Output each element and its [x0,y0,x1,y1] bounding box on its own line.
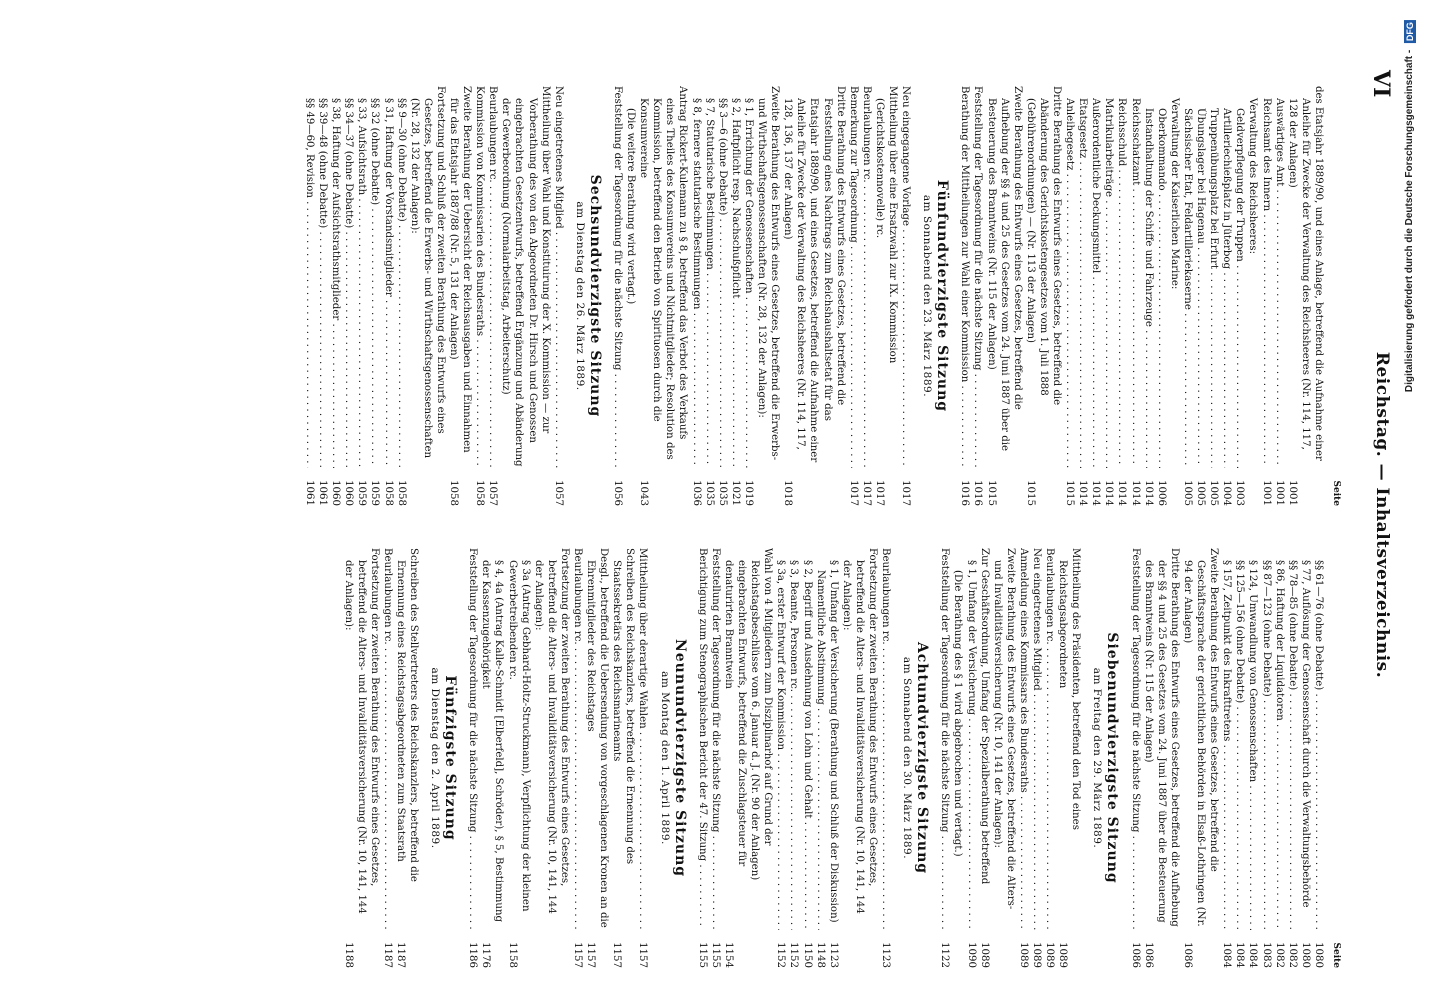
toc-entry [1063,86,1076,506]
toc-entry-page: 1089 [1057,942,1069,968]
toc-entry-page: 1001 [1260,480,1272,506]
toc-entry-page: 1157 [572,942,584,968]
toc-entry-text: Truppenübungsplatz bei Erfurt . . . [1207,86,1220,468]
toc-entry [394,548,420,968]
toc-entry-text: Mittheilung über eine Ersatzwahl zur IX. Kommission (Gerichtskostennovelle) rc. [873,86,898,364]
session-date: am Montag den 1. April 1889. [658,671,671,845]
toc-entry-text: Anleihegesetz . . . [1063,86,1076,468]
toc-entry-text: §§ 32 (ohne Debatte) . . . [368,86,381,468]
toc-entry-text: § 1, Errichtung der Genossenschaften . . . [742,86,755,468]
toc-entry [571,548,584,968]
session-heading [1090,548,1121,968]
toc-entry-text: Fortsetzung und Schluß der zweiten Berathung des Entwurfs eines Gesetzes, betreffend die Erwerbs- und Wirthschaftsgenossenschaften (Nr. 28, 132 der Anlagen): [408,86,446,459]
toc-entry-page: 1061 [317,480,329,506]
toc-entry-text: Verwaltung des Reichsheeres: [1247,98,1259,254]
toc-entry [899,86,912,506]
toc-entry [1142,548,1181,968]
toc-entry-text: Matrikularbeiträge . . . [1102,86,1115,468]
toc-entry-text: Feststellung der Tagesordnung für die nächste Sitzung . . . [971,86,984,468]
session-title: Fünfundvierzigste Sitzung [934,179,951,413]
toc-entry-page: 1083 [1260,942,1272,968]
toc-entry-page: 1004 [1221,480,1233,506]
toc-entry-text: Etatsgesetz . . . [1076,86,1089,468]
toc-entry-page: 1058 [448,480,459,506]
toc-entry [1246,86,1259,506]
toc-entry [787,548,800,968]
toc-block [611,86,912,506]
toc-entry [1259,86,1272,506]
toc-entry [703,86,716,506]
session-title: Sechsundvierzigste Sitzung [586,174,603,418]
toc-entry-page: 1019 [742,480,754,506]
toc-block [938,548,1082,968]
toc-entry [814,548,827,968]
toc-entry-page: 1001 [1273,480,1285,506]
toc-entry-page: 1176 [480,942,492,968]
dfg-logo: DFG [1405,22,1415,41]
toc-block [341,548,420,968]
toc-entry-text: § 77, Auflösung der Genossenschaft durch die Verwaltungsbehörde [1299,560,1311,908]
toc-entry-page: 1154 [722,942,734,968]
toc-entry-text: Schreiben des Reichskanzlers, betreffend die Ernennung des Staatssekretärs des Reichsmarineamts [611,548,636,865]
toc-entry [847,86,860,506]
toc-entry-text: Schreiben des Stellvertreters des Reichskanzlers, betreffend die Ernennung eines Reichstagsabgeordneten zum Staatsrath [394,548,419,882]
toc-entry [355,86,368,506]
toc-entry-page: 1014 [1090,480,1102,506]
toc-entry [479,548,505,968]
toc-entry-text: Zweite Berathung des Entwurfs eines Gesetzes, betreffend die Alters- und Invaliditätsversicherung (Nr. 10, 141 der Anlagen): [991,548,1016,910]
toc-entry-text: des Etatsjahr 1889/90, und eines Anlage, betreffend die Aufnahme einer Anleihe für Zwecke der Verwaltung des Reichsheeres (Nr. 114, 117, 128 der Anlagen) [1286,86,1324,461]
toc-entry-page: 1061 [303,480,315,506]
toc-entry-page: 1188 [342,942,354,968]
toc-entry-page: 1150 [801,942,813,968]
toc-entry-page: 1080 [1312,942,1324,968]
toc-entry-page: 1021 [729,480,741,506]
toc-entry-text: (Die Berathung des § 1 wird abgebrochen und vertagt.) [952,570,964,857]
toc-entry-page: 1043 [638,480,650,506]
toc-entry-page: 1157 [611,942,623,968]
toc-entry-text: §§ 34—37 (ohne Debatte) . . . [342,86,355,468]
toc-entry-page: 1017 [847,480,859,506]
toc-entry [1194,86,1207,506]
toc-entry [709,548,722,968]
toc-entry-text: Feststellung der Tagesordnung für die nächste Sitzung . . . [1129,548,1142,930]
toc-entry-text: § 7, Statutarische Bestimmungen . . . [703,86,716,468]
toc-entry-page: 1005 [1195,480,1207,506]
toc-entry [611,86,624,506]
toc-entry-page: 1082 [1273,942,1285,968]
toc-entry [958,86,971,506]
toc-entry-page: 1016 [972,480,984,506]
toc-entry [840,548,879,968]
toc-entry-text: § 3a, erster Entwurf der Kommission . . . [774,548,787,930]
toc-entry-text: Geldverpflegung der Truppen . . . [1233,86,1246,468]
toc-entry-page: 1005 [1208,480,1220,506]
toc-entry [447,86,473,506]
toc-entry-text: Zweite Berathung der Uebersicht der Reichsausgaben und Einnahmen für das Etatsjahr 1887/88 (Nr. 5, 131 der Anlagen) [448,86,473,453]
toc-entry-page: 1015 [1024,480,1036,506]
toc-entry [381,548,394,968]
toc-entry-page: 1001 [1286,480,1298,506]
toc-entry [1220,86,1233,506]
toc-entry-page: 1035 [716,480,728,506]
toc-entry [1207,86,1220,506]
toc-entry [1259,548,1272,968]
toc-entry [1286,86,1325,506]
toc-entry-text: §§ 78—85 (ohne Debatte) . . . [1286,548,1299,930]
toc-entry [1089,86,1102,506]
toc-entry-text: Reichsschatzamt . . . [1129,86,1142,468]
toc-entry-text: Übungslager bei Hagenau . . . [1194,86,1207,468]
toc-entry [879,548,892,968]
toc-entry-page: 1035 [703,480,715,506]
toc-entry-page: 1086 [1129,942,1141,968]
toc-entry [466,548,479,968]
toc-entry [1142,86,1155,506]
toc-entry-text: Zweite Berathung des Entwurfs eines Gesetzes, betreffend die Erwerbs- und Wirthschaftsgenossenschaften (Nr. 28, 132 der Anlagen): [756,86,781,461]
toc-entry [951,548,964,968]
toc-entry-text: Beurlaubungen rc. . . . [381,548,394,930]
toc-entry [1129,548,1142,968]
toc-entry [1168,86,1181,506]
toc-entry-text: § 38, Haftung der Aufsichtsrathsmitglieder . . . [329,86,342,468]
session-date: am Dienstag den 26. März 1889. [573,201,586,391]
toc-entry [381,86,394,506]
credit-text: Digitalisierung gefördert durch die Deutsche Forschungsgemeinschaft - [1404,49,1415,393]
session-heading [428,548,459,968]
toc-entry-page: 1187 [394,942,406,968]
toc-entry-page: 1060 [330,480,342,506]
toc-entry [971,86,984,506]
toc-entry-text: Verwaltung der Kaiserlichen Marine: [1168,98,1180,290]
toc-entry [716,86,729,506]
toc-entry-text: Artilleriechießplatz in Jüterbog . . . [1220,86,1233,468]
toc-entry-text: Namentliche Abstimmung . . . [814,548,827,930]
toc-entry-page: 1155 [709,942,721,968]
toc-entry-page: 1155 [696,942,708,968]
toc-entry [395,86,408,506]
toc-entry-page: 1057 [487,480,499,506]
toc-entry [978,548,991,968]
toc-entry [341,548,380,968]
session-title: Achtundvierzigste Sitzung [914,641,931,875]
toc-entry [1273,548,1286,968]
toc-entry-page: 1186 [467,942,479,968]
toc-entry [1233,86,1246,506]
digitization-credit [1404,20,1416,392]
toc-block [958,86,1325,506]
toc-entry-text: Zur Geschäftsordnung, Umfang der Spezialberathung betreffend [978,548,990,885]
toc-entry-page: 1006 [1155,480,1167,506]
toc-entry [742,86,755,506]
page-header [1364,70,1394,960]
toc-entry [873,86,899,506]
toc-entry [1273,86,1286,506]
toc-entry-page: 1016 [959,480,971,506]
toc-entry [1030,548,1043,968]
toc-entry-text: §§ 87—123 (ohne Debatte) . . . [1259,548,1272,930]
toc-entry-page: 1089 [1044,942,1056,968]
toc-entry [696,548,709,968]
toc-entry [1312,548,1325,968]
toc-entry-text: Fortsetzung der zweiten Berathung des Entwurfs eines Gesetzes, betreffend die Alters- und Invaliditätsversicherung (Nr. 10, 141, 144 der Anlagen): [342,548,380,914]
toc-entry-text: Fortsetzung der zweiten Berathung des Entwurfs eines Gesetzes, betreffend die Alters- und Invaliditätsversicherung (Nr. 10, 141, 144 der Anlagen): [840,548,878,914]
toc-entry [755,86,781,506]
toc-entry-page: 1060 [343,480,355,506]
toc-entry-page: 1014 [1077,480,1089,506]
toc-entry-text: Kommission von Kommissarien des Bundesraths . . . [473,86,486,468]
toc-entry-text: § 3, Beamte, Personen rc. . . . [787,548,800,930]
toc-entry-text: §§ 49—60, Revision . . . [303,86,316,468]
toc-entry-text: Oberkommando . . . [1155,86,1168,468]
toc-entry-page: 1058 [382,480,394,506]
toc-entry-page: 1157 [585,942,597,968]
toc-entry-text: § 1, Umfang der Versicherung . . . [964,548,977,930]
toc-entry [552,86,565,506]
session-date: am Sonnabend den 23. März 1889. [921,194,934,398]
page-title: Reichstag. — Inhaltsverzeichnis. [1372,351,1392,679]
toc-entry [637,86,689,506]
toc-entry-text: Auswärtiges Amt . . . [1273,86,1286,468]
toc-entry-text: Anmeldung eines Kommissars des Bundesraths . . . [1017,548,1030,930]
session-title: Neunundvierzigste Sitzung [671,638,688,878]
toc-entry [1220,548,1233,968]
toc-entry [303,86,316,506]
toc-block [303,86,565,506]
toc-entry-text: Feststellung der Tagesordnung für die nächste Sitzung . . . [466,548,479,930]
toc-entry-text: Dritte Berathung des Entwurfs eines Gesetzes, betreffend die Aufhebung der §§ 4 und 25 des Gesetzes vom 24. Juni 1887 über die Besteuerung des Branntweins (Nr. 115 der Anlagen) [1142,548,1180,927]
toc-entry-text: § 2, Begriff und Ausdehnung von Lohn und Gehalt . . . [800,548,813,930]
toc-entry [1155,86,1168,506]
toc-entry-page: 1057 [552,480,564,506]
toc-entry-page: 1089 [978,942,990,968]
session-date: am Dienstag den 2. April 1889. [429,667,442,849]
toc-entry [1129,86,1142,506]
toc-entry [532,548,571,968]
toc-entry-text: Beurlaubungen rc. . . . [860,86,873,468]
toc-entry-text: Dritte Berathung des Entwurfs eines Gesetzes, betreffend die Feststellung eines Nachtrags zum Reichshaushaltsetat für das Etatsjahr 1889/90, und eines Gesetzes, betreffend die Aufnahme einer Anleihe für Zwecke der Verwaltung des Reichsheeres (Nr. 114, 117, 128, 136, 137 der Anlagen) [782,86,846,463]
toc-entry-page: 1015 [985,480,997,506]
toc-entry [408,86,447,506]
toc-entry-text: Reichsschuld . . . [1115,86,1128,468]
toc-entry-page: 1152 [775,942,787,968]
toc-entry-text: §§ 61—76 (ohne Debatte) . . . [1312,548,1325,930]
left-column [303,86,1342,506]
toc-entry [1056,548,1082,968]
toc-entry-text: § 124, Umwandlung von Genossenschaften . . . [1246,548,1259,930]
toc-entry-text: § 1, Umfang der Versicherung (Berathung und Schluß der Diskussion) [827,560,839,923]
toc-entry-text: Zweite Berathung des Entwurfs eines Gesetzes, betreffend die Aufhebung der §§ 4 und 25 des Gesetzes vom 24. Juni 1887 über die Besteuerung des Branntweins (Nr. 115 der Anlagen) [985,86,1023,452]
toc-entry-text: § 31, Haftung der Vorstandsmitglieder . . . [381,86,394,468]
toc-entry [1181,86,1194,506]
toc-entry-page: 1014 [1103,480,1115,506]
toc-entry-page: 1084 [1234,942,1246,968]
toc-entry-text: Fortsetzung der zweiten Berathung des Entwurfs eines Gesetzes, betreffend die Alters- und Invaliditätsversicherung (Nr. 10, 141, 144 der Anlagen): [532,548,570,914]
right-column [341,548,1342,968]
session-heading [658,548,686,968]
toc-entry-page: 1015 [1064,480,1076,506]
toc-entry-text: Dritte Berathung des Entwurfs eines Gesetzes, betreffend die Abänderung des Gerichtskostengesetzes vom 1. Juli 1888 (Gebührenordnungen) — (Nr. 113 der Anlagen) [1024,86,1063,406]
toc-entry [964,548,977,968]
toc-entry [1246,548,1259,968]
toc-entry [1115,86,1128,506]
toc-entry-page: 1058 [395,480,407,506]
toc-entry [1299,548,1312,968]
toc-entry [584,548,610,968]
toc-entry-page: 1014 [1142,480,1154,506]
toc-entry-page: 1089 [1031,942,1043,968]
toc-entry-text: § 33, Aufsichtsrath . . . [355,86,368,468]
toc-entry [827,548,840,968]
toc-entry-page: 1014 [1116,480,1128,506]
toc-entry [486,86,499,506]
toc-entry-page: 1123 [880,942,892,968]
toc-entry [781,86,846,506]
toc-entry-text: (Die weitere Berathung wird vertagt.) [625,108,637,305]
toc-entry [329,86,342,506]
session-heading [573,86,601,506]
toc-entry-page: 1036 [690,480,702,506]
session-date: am Sonnabend den 30. März 1889. [901,656,914,860]
toc-entry-text: Neu eingetretenes Mitglied . . . [552,86,565,468]
session-title: Fünfzigste Sitzung [442,675,459,841]
toc-entry [860,86,873,506]
toc-entry [505,548,531,968]
toc-entry-page: 1157 [637,942,649,968]
toc-entry [984,86,1023,506]
seite-label: Seite [1331,480,1341,506]
toc-entry-page: 1003 [1234,480,1246,506]
toc-entry-text: Zweite Berathung des Entwurfs eines Gesetzes, betreffend die Geschäftssprache der gerichtlichen Behörden in Elsaß-Lothringen (Nr. 94 der Anlagen) [1181,548,1220,927]
toc-entry [1017,548,1030,968]
toc-entry [1286,548,1299,968]
toc-entry-page: 1123 [827,942,839,968]
toc-entry [991,548,1017,968]
toc-entry-text: Instandhaltung der Schiffe und Fahrzeuge . . . [1142,86,1155,468]
toc-entry [1076,86,1089,506]
toc-entry-text: Berichtigung zum Stenographischen Bericht der 47. Sitzung . . . [696,548,709,930]
toc-entry-text: § 4, 4a (Antrag Kalle-Schmidt [Elberfeld], Schröder), § 5, Bestimmung der Kassenzugehörigkeit [480,560,505,923]
toc-entry-text: Beurlaubungen rc. . . . [571,548,584,930]
toc-entry [636,548,649,968]
toc-entry-text: Desgl., betreffend die Uebersendung von vorgeschlagenen Kronen an die Ehrenmitglieder des Reichstages [585,548,610,928]
toc-entry [1024,86,1063,506]
toc-entry-text: § 86, Haftung der Liquidatoren . . . [1273,548,1286,930]
toc-entry [342,86,355,506]
toc-block [466,548,649,968]
toc-entry-page: 1058 [474,480,486,506]
toc-entry-text: Neu eingetretenes Mitglied . . . [1030,548,1043,930]
toc-entry-text: Außerordentliche Deckungsmittel . . . [1089,86,1102,468]
toc-entry [610,548,636,968]
session-date: am Freitag den 29. März 1889. [1091,667,1104,849]
toc-entry-text: Feststellung der Tagesordnung für die nächste Sitzung . . . [938,548,951,930]
toc-entry [316,86,329,506]
toc-entry-text: Neu eingegangene Vorlage . . . [899,86,912,468]
toc-entry-page: 1089 [1017,942,1029,968]
toc-entry-page: 1014 [1129,480,1141,506]
toc-entry-page: 1086 [1142,942,1154,968]
toc-entry-page: 1086 [1181,942,1193,968]
toc-entry-text: § 8, fernere statutarische Bestimmungen . . . [690,86,703,468]
toc-entry-text: Bemerkung zur Tagesordnung . . . [847,86,860,468]
toc-entry-text: Reichsamt des Innern . . . [1259,86,1272,468]
toc-entry-text: §§ 39—48 (ohne Debatte) . . . [316,86,329,468]
toc-entry [774,548,787,968]
toc-entry-text: Antrag Rickert-Kulemann zu § 8, betreffend das Verbot des Verkaufs eines Theiles des Konsumvereins und Nichtmitglieder; Resolution des Kommission, betreffend den Betrieb von Spirituosen durch die Konsumvereine [638,86,689,460]
toc-entry-text: Beurlaubungen rc. . . . [879,548,892,930]
toc-entry-page: 1090 [965,942,977,968]
toc-entry-page: 1017 [860,480,872,506]
page-number: VI [1368,70,1394,98]
toc-entry-text: § 2, Haftpflicht resp. Nachschußpflicht . . . [729,86,742,468]
toc-entry-page: 1059 [369,480,381,506]
toc-entry-text: Feststellung der Tagesordnung für die nächste Sitzung . . . [709,548,722,930]
toc-entry [499,86,551,506]
toc-entry-text: Mittheilung über Wahl und Konstituirung der X. Kommission — zur Vorberathung des von den Abgeordneten Dr. Hirsch und Genossen eingebrachten Gesetzentwurfs, betreffend Ergänzung und Abänderung der Gewerbeordnung (Normalarbeitstag, Arbeiterschutz) [500,86,551,467]
session-heading [920,86,951,506]
toc-entry-text: Mittheilung des Präsidenten, betreffend den Tod eines Reichstagsabgeordneten [1057,548,1082,830]
toc-entry-page: 1017 [900,480,912,506]
toc-entry [1043,548,1056,968]
toc-entry-page: 1152 [788,942,800,968]
toc-entry [1233,548,1246,968]
toc-entry [800,548,813,968]
toc-entry-page: 1059 [356,480,368,506]
toc-entry-page: 1158 [506,942,518,968]
toc-entry-text: §§ 125—156 (ohne Debatte) . . . [1233,548,1246,930]
toc-entry-page: 1080 [1299,942,1311,968]
toc-entry [690,86,703,506]
toc-entry-text: Mittheilung über derartige Wahlen . . . [636,548,649,930]
toc-entry-text: §§ 9—30 (ohne Debatte) . . . [395,86,408,468]
toc-block [696,548,892,968]
toc-entry-text: §§ 3—6 (ohne Debatte) . . . [716,86,729,468]
toc-entry-page: 1018 [782,480,794,506]
toc-entry-text: Wahl von 4 Mitgliedern zum Disziplinarhof auf Grund der Reichstagsbeschlüsse vom 6. Januar d. J. (Nr. 90 der Anlagen) eingebrachten Entwurfs, betreffend die Zuschlagsteuer für denaturirten Branntwein [722,548,774,881]
toc-entry-text: § 157, Zeitpunkt des Inkrafttretens . . . [1220,548,1233,930]
toc-entry-page: 1056 [612,480,624,506]
toc-entry-text: § 3a (Antrag Gebhard-Holtz-Struckmann), Verpflichtung der kleinen Gewerbetreibenden rc. [506,560,531,912]
toc-entry-page: 1084 [1221,942,1233,968]
toc-entry [729,86,742,506]
toc-entry [938,548,951,968]
toc-entry-text: Berathung der Mittheilungen zur Wahl einer Kommission . . . [958,86,971,468]
toc-entry-page: 1017 [873,480,885,506]
toc-block [1129,548,1325,968]
toc-entry [473,86,486,506]
toc-entry-text: Beurlaubungen rc. . . . [486,86,499,468]
toc-entry-page: 1005 [1181,480,1193,506]
toc-entry-page: 1082 [1286,942,1298,968]
toc-entry-page: 1122 [939,942,951,968]
session-heading [900,548,931,968]
toc-entry [722,548,774,968]
toc-entry-page: 1187 [381,942,393,968]
toc-entry-page: 1084 [1247,942,1259,968]
toc-entry-page: 1148 [814,942,826,968]
toc-entry [1102,86,1115,506]
toc-entry [368,86,381,506]
toc-entry [1181,548,1220,968]
seite-label: Seite [1331,942,1341,968]
toc-entry-text: Sächsischer Etat, Feldartilleriekaserne . . . [1181,86,1194,468]
toc-entry-text: Beurlaubungen rc. . . . [1043,548,1056,930]
session-title: Siebenundvierzigste Sitzung [1104,632,1121,884]
toc-entry [624,86,637,506]
toc-entry-text: Feststellung der Tagesordnung für die nächste Sitzung . . . [611,86,624,468]
